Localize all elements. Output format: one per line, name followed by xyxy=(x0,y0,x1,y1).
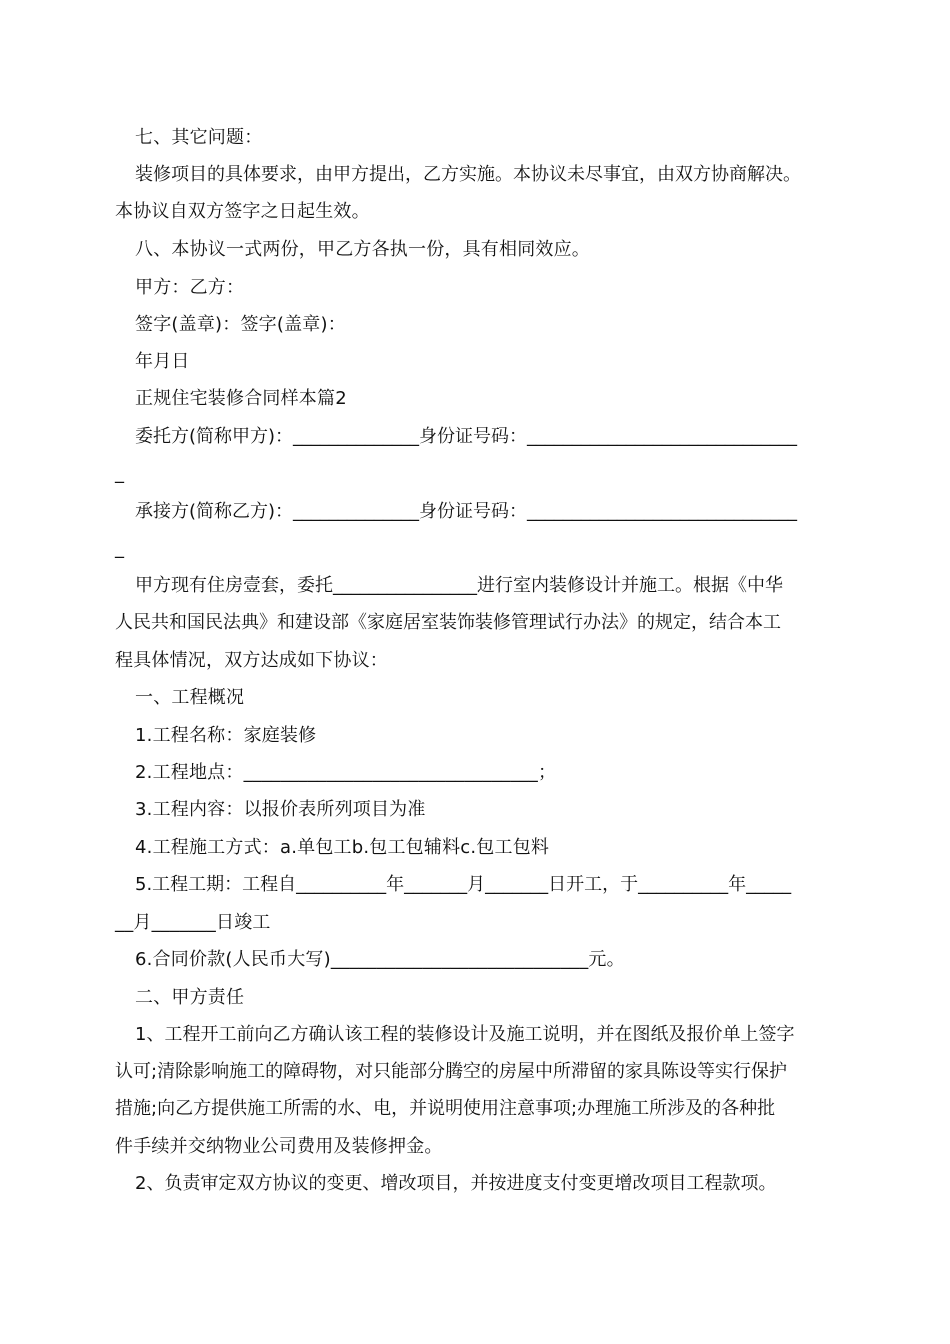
paragraph-line: 装修项目的具体要求，由甲方提出，乙方实施。本协议未尽事宜，由双方协商解决。 xyxy=(135,164,801,185)
paragraph-line: 甲方现有住房壹套，委托________________进行室内装修设计并施工。根据《中华 xyxy=(135,575,783,596)
paragraph-line: 2、负责审定双方协议的变更、增改项目，并按进度支付变更增改项目工程款项。 xyxy=(135,1173,777,1194)
client-info-line: 委托方(简称甲方)：______________身份证号码：______________________________ xyxy=(135,426,798,447)
list-item-construction-method: 4.工程施工方式：a.单包工b.包工包辅料c.包工包料 xyxy=(135,837,550,858)
list-item-project-name: 1.工程名称：家庭装修 xyxy=(135,725,317,746)
date-label-line: 年月日 xyxy=(135,351,190,372)
paragraph-line: 本协议自双方签字之日起生效。 xyxy=(115,201,370,222)
list-item-contract-price: 6.合同价款(人民币大写)____________________________元。 xyxy=(135,949,625,970)
contractor-info-line: 承接方(简称乙方)：______________身份证号码：______________________________ xyxy=(135,501,798,522)
signature-label-line: 签字(盖章)：签字(盖章)： xyxy=(135,314,346,335)
contractor-info-continuation: _ xyxy=(115,538,125,559)
paragraph-line: 措施;向乙方提供施工所需的水、电，并说明使用注意事项;办理施工所涉及的各种批 xyxy=(115,1098,776,1119)
section-heading-copies: 八、本协议一式两份，甲乙方各执一份，具有相同效应。 xyxy=(135,239,590,260)
list-item-project-location: 2.工程地点：________________________________； xyxy=(135,762,557,783)
list-item-project-content: 3.工程内容：以报价表所列项目为准 xyxy=(135,799,426,820)
document-subtitle: 正规住宅装修合同样本篇2 xyxy=(135,388,347,409)
section-heading-other-issues: 七、其它问题： xyxy=(135,127,263,148)
list-item-project-duration: 5.工程工期：工程自__________年_______月_______日开工，于__________年_____ xyxy=(135,874,792,895)
paragraph-line: 件手续并交纳物业公司费用及装修押金。 xyxy=(115,1136,443,1157)
party-label-line: 甲方：乙方： xyxy=(135,277,245,298)
list-item-project-duration-continuation: __月_______日竣工 xyxy=(115,912,271,933)
section-heading-party-a-responsibilities: 二、甲方责任 xyxy=(135,987,245,1008)
section-heading-project-overview: 一、工程概况 xyxy=(135,687,245,708)
paragraph-line: 人民共和国民法典》和建设部《家庭居室装饰装修管理试行办法》的规定，结合本工 xyxy=(115,612,781,633)
paragraph-line: 1、工程开工前向乙方确认该工程的装修设计及施工说明，并在图纸及报价单上签字 xyxy=(135,1024,795,1045)
paragraph-line: 程具体情况，双方达成如下协议： xyxy=(115,650,388,671)
client-info-continuation: _ xyxy=(115,463,125,484)
paragraph-line: 认可;清除影响施工的障碍物，对只能部分腾空的房屋中所滞留的家具陈设等实行保护 xyxy=(115,1061,788,1082)
